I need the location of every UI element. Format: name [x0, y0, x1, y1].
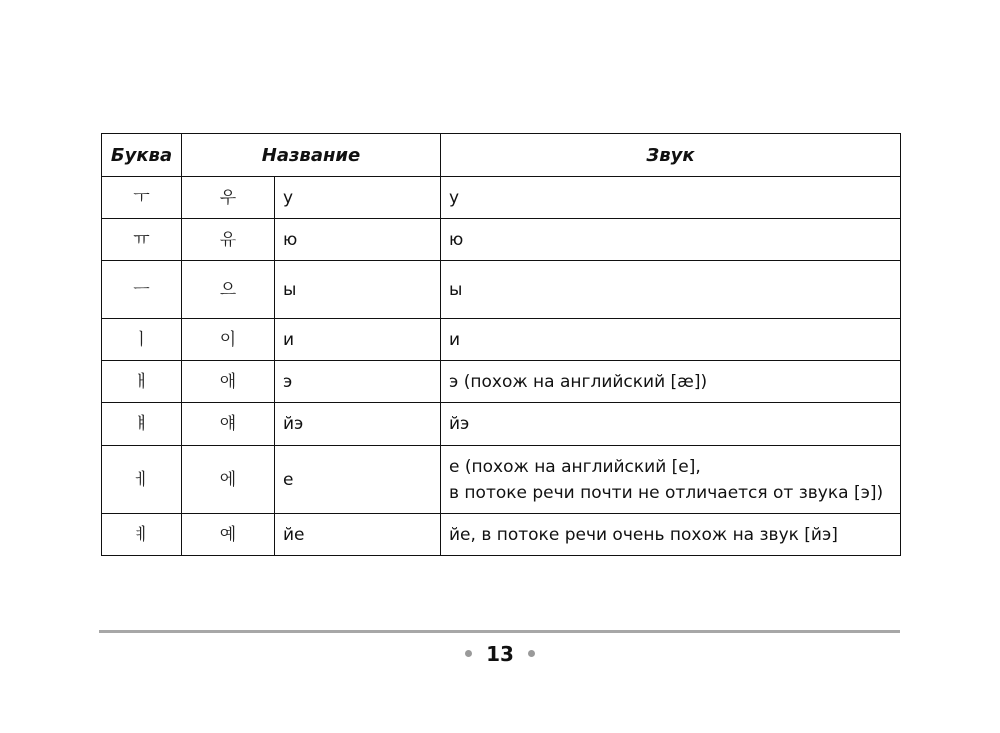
- korean-vowel-table: [101, 133, 901, 556]
- letter-cell: ㅐ: [102, 361, 182, 403]
- sound-cell: [441, 446, 901, 514]
- dot-left-icon: [465, 650, 472, 657]
- table-row: [102, 403, 901, 446]
- sound-text-line-1: е (похож на английский [е],: [449, 456, 701, 477]
- hangul-cell: 에: [182, 446, 275, 514]
- sound-text: э (похож на английский [æ]): [449, 371, 708, 392]
- table-row: [102, 261, 901, 319]
- hangul-cell: 유: [182, 219, 275, 261]
- name-cell: йе: [275, 514, 441, 556]
- header-name: Название: [182, 134, 441, 177]
- letter-cell: ㅡ: [102, 261, 182, 319]
- hangul-cell: 애: [182, 361, 275, 403]
- sound-cell: [441, 514, 901, 556]
- table-row: [102, 361, 901, 403]
- sound-text: у: [449, 187, 460, 208]
- name-cell: э: [275, 361, 441, 403]
- dot-right-icon: [528, 650, 535, 657]
- hangul-cell: 예: [182, 514, 275, 556]
- table-row: [102, 319, 901, 361]
- sound-cell: [441, 219, 901, 261]
- hangul-cell: 우: [182, 177, 275, 219]
- letter-cell: ㅔ: [102, 446, 182, 514]
- name-cell: и: [275, 319, 441, 361]
- hangul-cell: 으: [182, 261, 275, 319]
- hangul-cell: 이: [182, 319, 275, 361]
- page-number: 13: [486, 642, 514, 666]
- sound-text: йэ: [449, 414, 470, 434]
- header-sound: Звук: [441, 134, 901, 177]
- name-cell: ы: [275, 261, 441, 319]
- letter-cell: ㅖ: [102, 514, 182, 556]
- name-cell: йэ: [275, 403, 441, 446]
- table-row: [102, 514, 901, 556]
- letter-cell: ㅜ: [102, 177, 182, 219]
- name-cell: ю: [275, 219, 441, 261]
- hangul-cell: 얘: [182, 403, 275, 446]
- name-cell: е: [275, 446, 441, 514]
- sound-cell: [441, 361, 901, 403]
- sound-text: ю: [449, 229, 464, 250]
- sound-cell: [441, 261, 901, 319]
- table-row: [102, 177, 901, 219]
- table-header-row: [102, 134, 901, 177]
- sound-text-line-2: в потоке речи почти не отличается от звука [э]): [449, 482, 884, 503]
- sound-text: ы: [449, 279, 463, 300]
- table-row: [102, 219, 901, 261]
- letter-cell: ㅒ: [102, 403, 182, 446]
- sound-cell: [441, 319, 901, 361]
- sound-cell: [441, 177, 901, 219]
- name-cell: у: [275, 177, 441, 219]
- sound-text: йе, в потоке речи очень похож на звук [йэ]: [449, 524, 838, 545]
- table-row: [102, 446, 901, 514]
- sound-cell: [441, 403, 901, 446]
- letter-cell: ㅠ: [102, 219, 182, 261]
- page-footer: [0, 641, 1000, 667]
- footer-divider: [99, 630, 900, 633]
- letter-cell: ㅣ: [102, 319, 182, 361]
- sound-text: и: [449, 329, 461, 350]
- header-letter: Буква: [102, 134, 182, 177]
